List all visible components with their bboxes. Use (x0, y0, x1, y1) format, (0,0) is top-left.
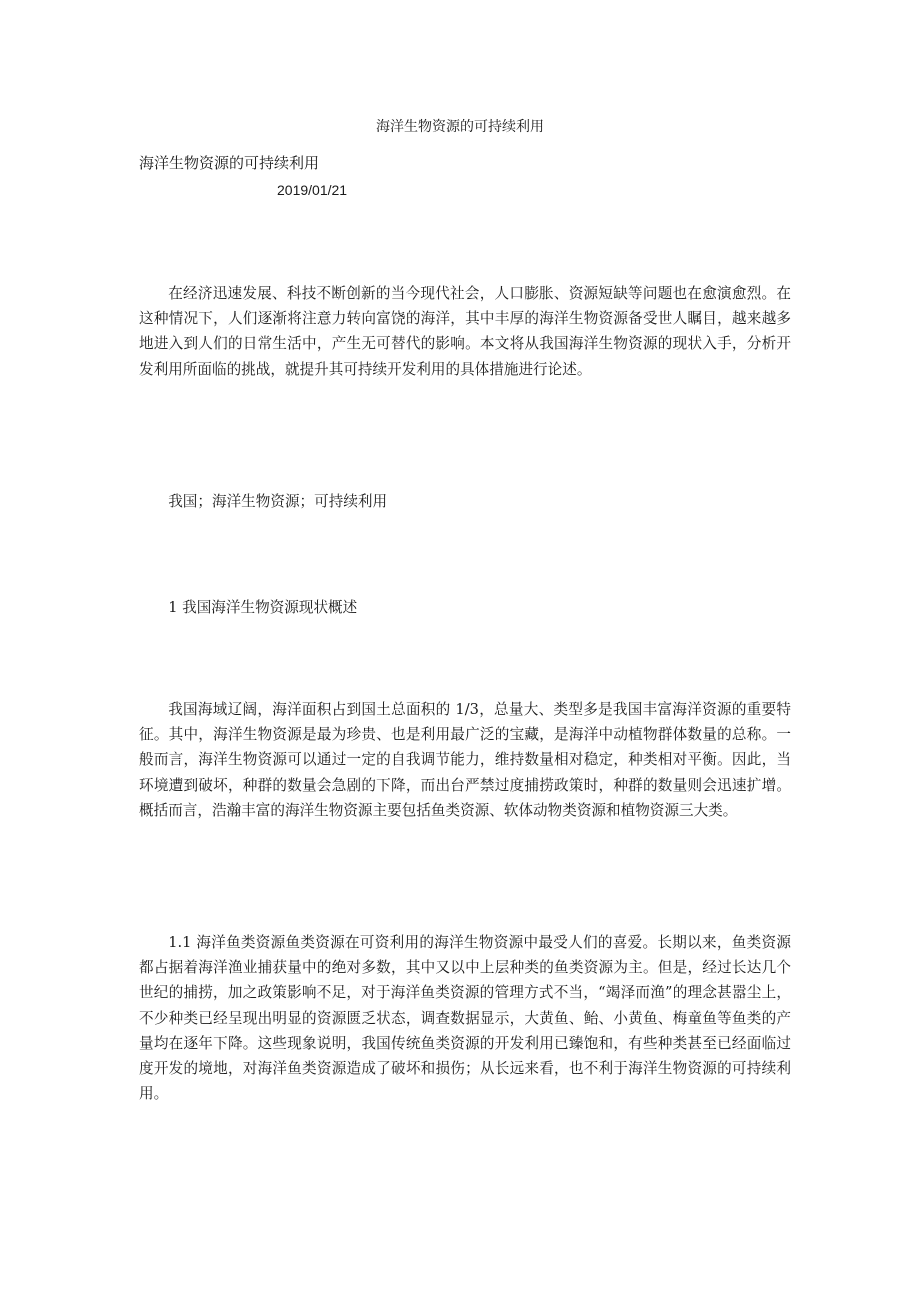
section-1-1-paragraph: 1.1 海洋鱼类资源鱼类资源在可资利用的海洋生物资源中最受人们的喜爱。长期以来，鱼类资源都占据着海洋渔业捕获量中的绝对多数，其中又以中上层种类的鱼类资源为主。但是，经过长达几个世纪的捕捞，加之政策影响不足，对于海洋鱼类资源的管理方式不当，“竭泽而渔”的理念甚嚣尘上，不少种类已经呈现出明显的资源匮乏状态，调查数据显示，大黄鱼、鲐、小黄鱼、梅童鱼等鱼类的产量均在逐年下降。这些现象说明，我国传统鱼类资源的开发利用已臻饱和，有些种类甚至已经面临过度开发的境地，对海洋鱼类资源造成了破坏和损伤；从长远来看，也不利于海洋生物资源的可持续利用。 (139, 934, 791, 1103)
section-heading-1: 1 我国海洋生物资源现状概述 (168, 599, 358, 616)
keywords-line: 我国；海洋生物资源；可持续利用 (168, 493, 388, 510)
abstract-paragraph: 在经济迅速发展、科技不断创新的当今现代社会，人口膨胀、资源短缺等问题也在愈演愈烈。在这种情况下，人们逐渐将注意力转向富饶的海洋，其中丰厚的海洋生物资源备受世人瞩目，越来越多地进入到人们的日常生活中，产生无可替代的影响。本文将从我国海洋生物资源的现状入手，分析开发利用所面临的挑战，就提升其可持续开发利用的具体措施进行论述。 (139, 285, 791, 378)
page-header-title: 海洋生物资源的可持续利用 (376, 119, 544, 135)
document-date: 2019/01/21 (277, 182, 348, 198)
document-title: 海洋生物资源的可持续利用 (139, 154, 320, 172)
section-1-paragraph: 我国海域辽阔，海洋面积占到国土总面积的 1/3，总量大、类型多是我国丰富海洋资源的重要特征。其中，海洋生物资源是最为珍贵、也是利用最广泛的宝藏，是海洋中动植物群体数量的总称。一般而言，海洋生物资源可以通过一定的自我调节能力，维持数量相对稳定，种类相对平衡。因此，当环境遭到破坏，种群的数量会急剧的下降，而出台严禁过度捕捞政策时，种群的数量则会迅速扩增。概括而言，浩瀚丰富的海洋生物资源主要包括鱼类资源、软体动物类资源和植物资源三大类。 (139, 701, 791, 819)
